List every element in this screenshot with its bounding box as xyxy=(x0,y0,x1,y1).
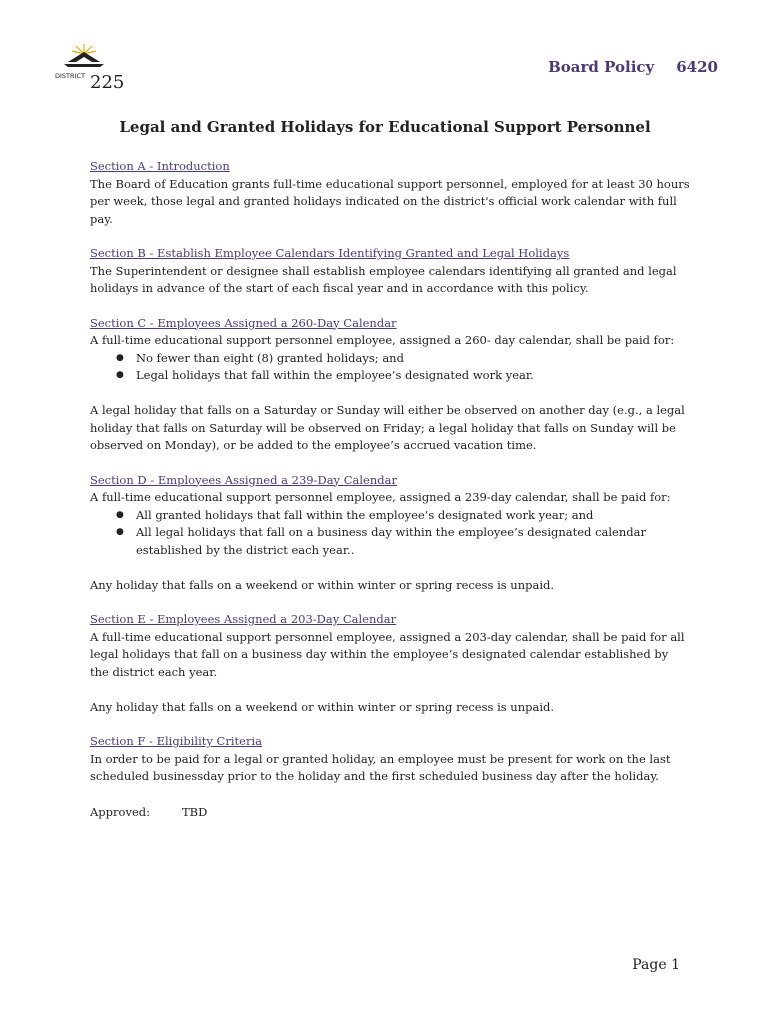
section-a-body: The Board of Education grants full-time educational support personnel, employed for at least 30 hours per week, those legal and granted holidays indicated on the district's official work calendar with full pay. xyxy=(90,176,690,226)
list-item: ● All granted holidays that fall within the employee’s designated work year; and xyxy=(116,507,690,525)
policy-label: Board Policy xyxy=(548,58,655,76)
approved-value: TBD xyxy=(182,805,208,819)
section-c-note: A legal holiday that falls on a Saturday or Sunday will either be observed on another day (e.g., a legal holiday that falls on Saturday will be observed on Friday; a legal holiday that falls on Sunday will be observed on Monday), or be added to the employee’s accrued vacation time. xyxy=(90,403,685,452)
page-number: Page 1 xyxy=(632,957,680,973)
policy-content xyxy=(90,158,690,786)
section-d-intro: A full-time educational support personnel employee, assigned a 239-day calendar, shall be paid for: xyxy=(90,490,671,504)
logo-text-left: DISTRICT xyxy=(55,72,85,80)
page-title: Legal and Granted Holidays for Educational Support Personnel xyxy=(119,118,651,136)
section-e-link[interactable]: Section E - Employees Assigned a 203-Day Calendar xyxy=(90,612,397,626)
list-item: ● No fewer than eight (8) granted holidays; and xyxy=(116,350,690,368)
approved-line xyxy=(90,805,207,819)
section-c-list xyxy=(90,350,690,385)
section-b-body: The Superintendent or designee shall establish employee calendars identifying all granted and legal holidays in advance of the start of each fiscal year and in accordance with this policy. xyxy=(90,263,677,295)
section-d-list xyxy=(90,507,690,560)
policy-number: 6420 xyxy=(676,58,718,76)
section-f-body: In order to be paid for a legal or granted holiday, an employee must be present for work on the last scheduled businessday prior to the holiday and the first scheduled business day after the holiday. xyxy=(90,751,671,783)
approved-label: Approved: xyxy=(90,805,150,819)
section-f-link[interactable]: Section F - Eligibility Criteria xyxy=(90,734,262,748)
section-d-note: Any holiday that falls on a weekend or within winter or spring recess is unpaid. xyxy=(90,577,555,592)
list-item: ● All legal holidays that fall on a business day within the employee’s designated calendar established by the district each year.. xyxy=(116,524,690,559)
section-e-body: A full-time educational support personnel employee, assigned a 203-day calendar, shall be paid for all legal holidays that fall on a business day within the employee’s designated calendar established by the district each year. xyxy=(90,629,685,679)
district-logo xyxy=(54,42,128,92)
section-a-link[interactable]: Section A - Introduction xyxy=(90,159,230,173)
section-b-link[interactable]: Section B - Establish Employee Calendars Identifying Granted and Legal Holidays xyxy=(90,246,570,260)
section-d-link[interactable]: Section D - Employees Assigned a 239-Day Calendar xyxy=(90,472,397,487)
section-e-note: Any holiday that falls on a weekend or within winter or spring recess is unpaid. xyxy=(90,699,555,714)
section-c-intro: A full-time educational support personnel employee, assigned a 260- day calendar, shall be paid for: xyxy=(90,333,675,347)
section-c-link[interactable]: Section C - Employees Assigned a 260-Day Calendar xyxy=(90,315,397,330)
logo-number: 225 xyxy=(90,72,125,92)
list-item: ● Legal holidays that fall within the employee’s designated work year. xyxy=(116,367,690,385)
sun-logo-icon xyxy=(54,42,128,92)
policy-header xyxy=(548,58,718,76)
